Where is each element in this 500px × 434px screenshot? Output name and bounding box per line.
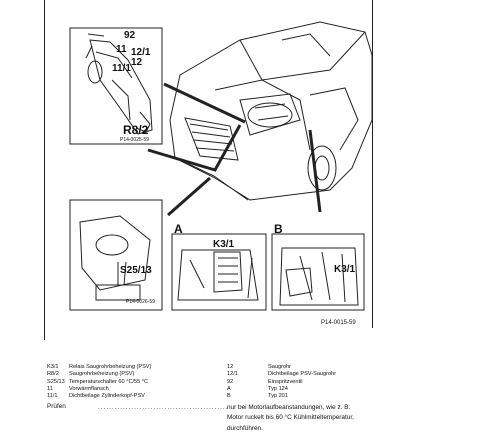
- legend-row: [227, 379, 336, 386]
- panel-b-letter: B: [274, 222, 283, 236]
- legend-right-column: [227, 364, 336, 400]
- callout-11-1: 11/1: [112, 63, 131, 74]
- inset-code-top-left: P14-0025-59: [120, 137, 149, 143]
- legend-text: Saugrohrbeheizung (PSV): [69, 371, 135, 378]
- panel-a-letter: A: [174, 222, 183, 236]
- legend-text: Saugrohr: [268, 364, 292, 370]
- callout-11: 11: [116, 44, 127, 55]
- legend-left-column: [47, 364, 151, 400]
- legend-row: [47, 393, 151, 400]
- legend-row: [227, 393, 336, 400]
- panel-a-callout-k3-1: K3/1: [213, 239, 235, 250]
- callout-12-1: 12/1: [131, 47, 151, 58]
- pruefen-line: nur bei Motorlaufbeanstandungen, wie z. B.: [227, 404, 351, 411]
- legend-text: Vorwärmflansch: [69, 385, 109, 392]
- legend-code: 12: [227, 364, 234, 370]
- legend-code: B: [227, 393, 231, 400]
- pruefen-line: Motor ruckelt bis 60 °C Kühlmitteltemperatur,: [227, 414, 354, 422]
- legend-code: 11/1: [47, 393, 58, 400]
- car-drawing: [170, 22, 372, 200]
- pruefen-instructions: [227, 403, 427, 434]
- legend-text: Temperaturschalter 60 °C/55 °C: [69, 378, 149, 385]
- callout-12: 12: [131, 57, 143, 68]
- legend-text: Typ 124: [268, 385, 288, 392]
- callout-s25-13: S25/13: [120, 265, 152, 276]
- legend-row: [47, 364, 151, 371]
- legend-row: [227, 371, 336, 378]
- inset-code-lower-left: P14-0026-59: [126, 299, 155, 305]
- pruefen-label: Prüfen: [47, 403, 66, 410]
- legend-text: Einspritzventil: [268, 378, 303, 385]
- legend-code: 12/1: [227, 371, 238, 378]
- legend-code: R8/2: [47, 371, 59, 378]
- callout-r8-2: R8/2: [123, 123, 149, 137]
- legend-text: Typ 201: [268, 393, 288, 400]
- legend-text: Dichtbeilage PSV-Saugrohr: [268, 371, 337, 378]
- legend-row: [47, 371, 151, 378]
- pruefen-leader-dots: ...............................................: [98, 404, 229, 411]
- legend-row: [47, 379, 151, 386]
- legend-row: [227, 364, 336, 371]
- inset-lower-left-panel: [70, 200, 162, 310]
- legend-code: 11: [47, 385, 53, 392]
- legend-row: [47, 386, 151, 393]
- figure-code: P14-0015-59: [321, 320, 356, 326]
- legend-text: Dichtbeilage Zylinderkopf-PSV: [69, 393, 145, 400]
- legend-code: K3/1: [47, 364, 59, 370]
- panel-b-callout-k3-1: K3/1: [334, 264, 356, 275]
- legend-code: A: [227, 385, 231, 392]
- legend-code: S25/13: [47, 378, 65, 385]
- legend-code: 92: [227, 378, 234, 385]
- legend-row: [227, 386, 336, 393]
- callout-92: 92: [124, 30, 136, 41]
- legend-text: Relais Saugrohrbeheizung (PSV): [69, 364, 152, 370]
- pruefen-line: durchführen.: [227, 424, 263, 432]
